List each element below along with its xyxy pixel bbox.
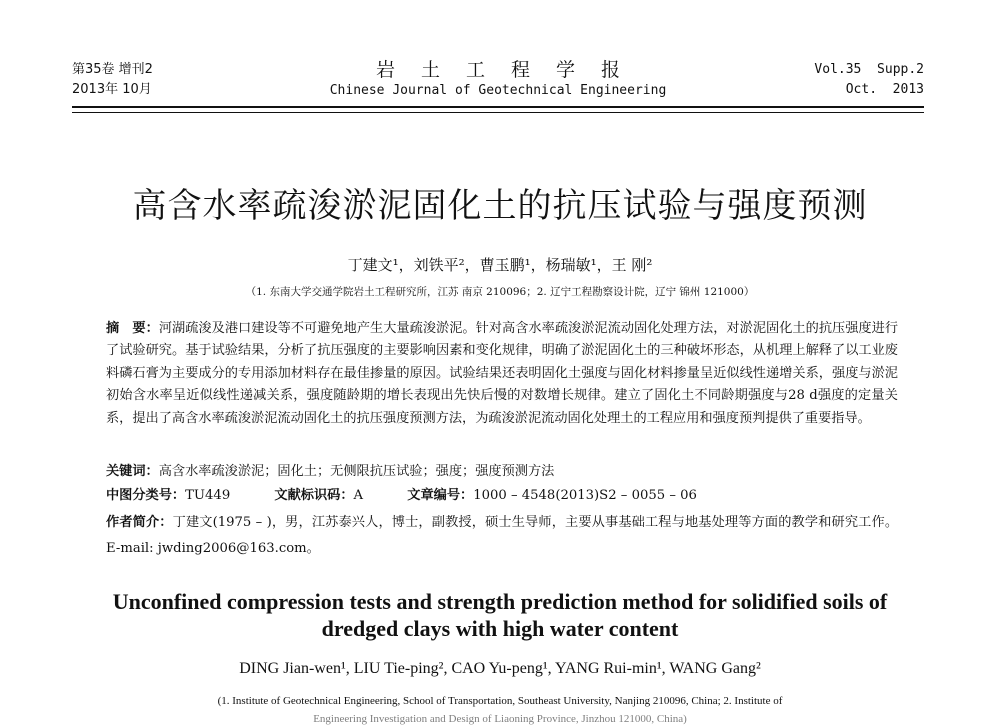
header-rule-thick xyxy=(72,106,924,108)
clc-label: 中图分类号： xyxy=(106,488,186,503)
paper-title-en: Unconfined compression tests and strength prediction method for solidified soils of dredged clays with high water content xyxy=(112,589,888,641)
authors-en: DING Jian-wen¹, LIU Tie-ping², CAO Yu-peng¹, YANG Rui-min¹, WANG Gang² xyxy=(239,660,761,677)
keywords xyxy=(106,462,898,482)
affiliation-en xyxy=(0,692,1000,728)
date-cn: 2013年 10月 xyxy=(72,82,152,97)
header-right xyxy=(814,60,924,100)
authors-cn: 丁建文¹，刘铁平²，曹玉鹏¹，杨瑞敏¹，王 刚² xyxy=(347,256,653,274)
journal-name-en: Chinese Journal of Geotechnical Engineering xyxy=(329,83,667,98)
abstract-label: 摘 要： xyxy=(106,321,159,336)
affiliation-cn: （1. 东南大学交通学院岩土工程研究所，江苏 南京 210096；2. 辽宁工程勘察设计院，辽宁 锦州 121000） xyxy=(245,286,755,298)
journal-header xyxy=(72,60,924,104)
affiliation-en-line-1: (1. Institute of Geotechnical Engineering, School of Transportation, Southeast University, Nanjing 210096, China; 2. Institute of xyxy=(217,695,783,707)
abstract xyxy=(106,318,898,430)
clc-value: TU449 xyxy=(185,488,231,503)
keywords-text: 高含水率疏浚淤泥；固化土；无侧限抗压试验；强度；强度预测方法 xyxy=(158,464,555,479)
volume-en: Vol.35 Supp.2 xyxy=(814,62,924,77)
date-en: Oct. 2013 xyxy=(845,82,924,97)
bio-text: 丁建文(1975 – )，男，江苏泰兴人，博士，副教授，硕士生导师，主要从事基础工程与地基处理等方面的教学和研究工作。E-mail: jwding2006@163.com。 xyxy=(106,515,899,556)
bio-label: 作者简介： xyxy=(106,515,173,530)
header-rule-thin xyxy=(72,112,924,113)
article-no-label: 文章编号： xyxy=(407,488,474,503)
article-no-value: 1000 – 4548(2013)S2 – 0055 – 06 xyxy=(473,488,697,503)
journal-name-cn: 岩土工程学报 xyxy=(375,59,646,81)
classification-line xyxy=(106,486,898,506)
affiliation-en-line-2: Engineering Investigation and Design of Liaoning Province, Jinzhou 121000, China) xyxy=(313,713,687,725)
abstract-text: 河湖疏浚及港口建设等不可避免地产生大量疏浚淤泥。针对高含水率疏浚淤泥流动固化处理方法，对淤泥固化土的抗压强度进行了试验研究。基于试验结果，分析了抗压强度的主要影响因素和变化规律，明确了淤泥固化土的三种破坏形态，从机理上解释了以工业废料磷石膏为主要成分的专用添加材料存在最佳掺量的原因。试验结果还表明固化土强度与固化材料掺量呈近似线性递增关系，强度与淤泥初始含水率呈近似线性递减关系，强度随龄期的增长表现出先快后慢的对数增长规律。建立了固化土不同龄期强度与28 d强度的定量关系，提出了高含水率疏浚淤泥流动固化土的抗压强度预测方法，为疏浚淤泥流动固化处理土的工程应用和强度预判提供了重要指导。 xyxy=(106,321,899,426)
keywords-label: 关键词： xyxy=(106,464,159,479)
volume-cn: 第35卷 增刊2 xyxy=(72,62,153,77)
doc-code-label: 文献标识码： xyxy=(274,488,354,503)
header-center xyxy=(72,60,924,102)
paper-title-cn: 高含水率疏浚淤泥固化土的抗压试验与强度预测 xyxy=(132,186,868,226)
author-bio xyxy=(106,510,898,562)
doc-code-value: A xyxy=(353,488,364,503)
